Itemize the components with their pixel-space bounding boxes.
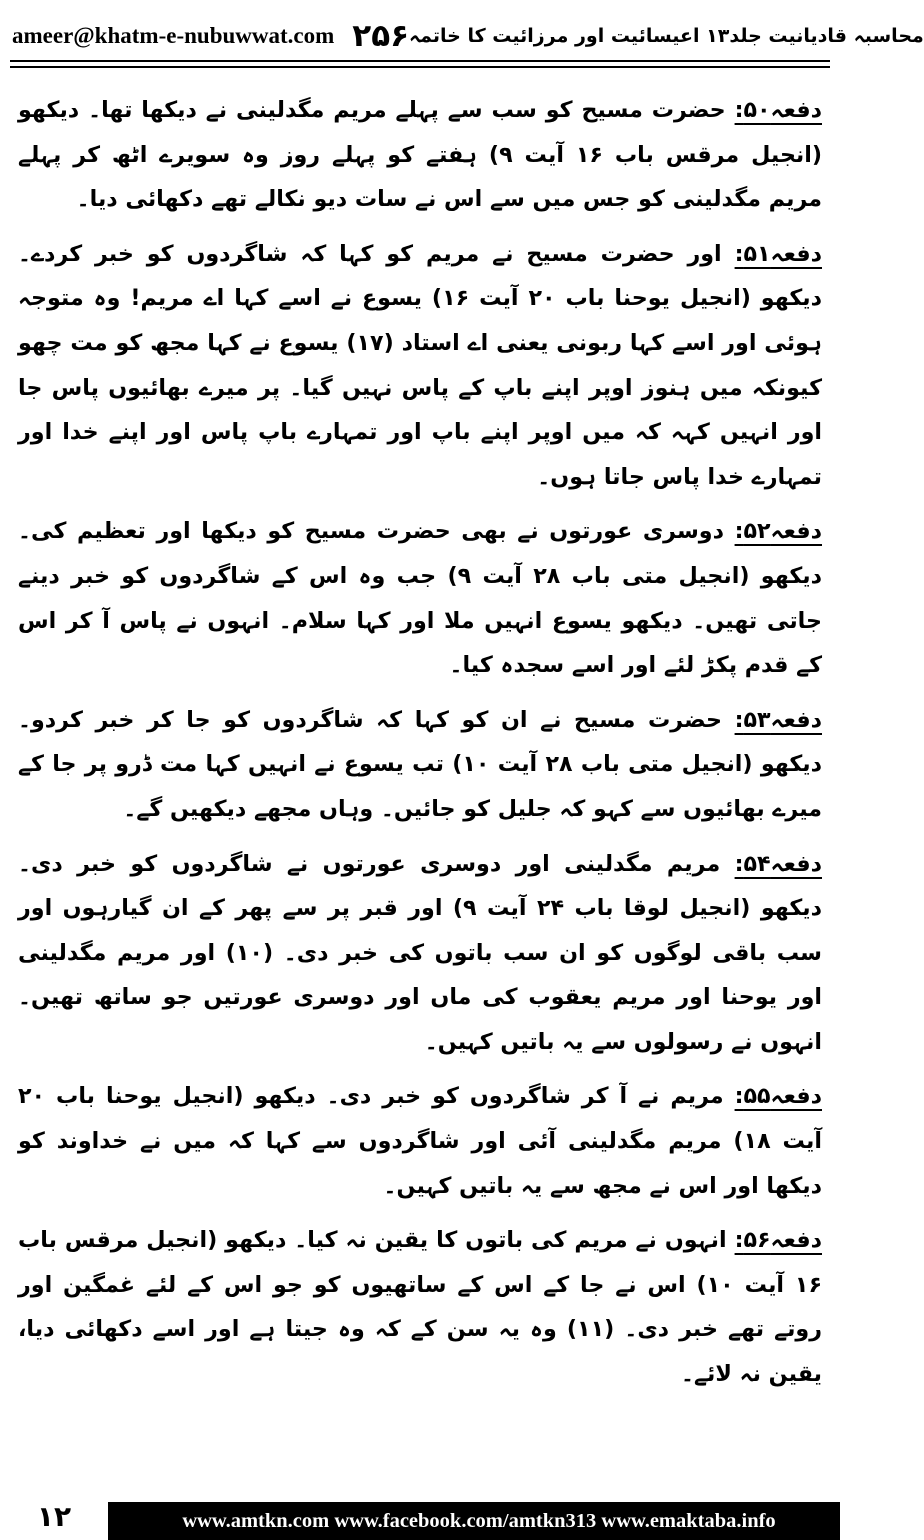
section-label: دفعہ۵۶: (734, 1227, 822, 1254)
page-header (0, 0, 924, 74)
paragraph-text: مریم مگدلینی اور دوسری عورتوں نے شاگردوں کو خبر دی۔ دیکھو (انجیل لوقا باب ۲۴ آیت ۹) اور قبر پر سے پھر کے ان گیارہوں اور سب باقی لوگوں کو ان سب باتوں کی خبر دی۔ (۱۰) اور مریم مگدلینی اور یوحنا اور مریم یعقوب کی ماں اور دوسری عورتیں جو ساتھ تھیں۔ انہوں نے رسولوں سے یہ باتیں کہیں۔ (18, 850, 823, 1055)
section-label: دفعہ۵۳: (734, 706, 822, 733)
paragraph-text: حضرت مسیح کو سب سے پہلے مریم مگدلینی نے دیکھا تھا۔ دیکھو (انجیل مرقس باب ۱۶ آیت ۹) ہفتے کو پہلے روز وہ سویرے اٹھ کر پہلے مریم مگدلینی کو جس میں سے اس نے سات دیو نکالے تھے دکھائی دیا۔ (18, 97, 823, 213)
section-label: دفعہ۵۵: (734, 1083, 822, 1110)
paragraph-text: انہوں نے مریم کی باتوں کا یقین نہ کیا۔ دیکھو (انجیل مرقس باب ۱۶ آیت ۱۰) اس نے جا کے اس کے ساتھیوں کو جو اس کے لئے غمگین اور روتے تھے خبر دی۔ (۱۱) وہ یہ سن کے کہ وہ جیتا ہے اور اسے دکھائی دیا، یقین نہ لائے۔ (18, 1227, 822, 1388)
paragraph-54 (18, 842, 822, 1065)
footer-page-number: ۱۲ (0, 1494, 108, 1540)
header-email: ameer@khatm-e-nubuwwat.com (12, 23, 335, 48)
page-body (18, 88, 822, 1460)
footer-urls: www.amtkn.com www.facebook.com/amtkn313 www.emaktaba.info (182, 1510, 776, 1532)
section-label: دفعہ۵۲: (734, 518, 822, 545)
paragraph-text: حضرت مسیح نے ان کو کہا کہ شاگردوں کو جا کر خبر کردو۔ دیکھو (انجیل متی باب ۲۸ آیت ۱۰) تب یسوع نے انہیں کہا مت ڈرو پر جا کے میرے بھائیوں سے کہو کہ جلیل کو جائیں۔ وہاں مجھے دیکھیں گے۔ (18, 706, 822, 822)
header-page-number: ۲۵۶ (352, 18, 410, 54)
paragraph-52 (18, 509, 822, 687)
header-rule-bottom (10, 66, 830, 68)
header-rule-top (10, 60, 830, 62)
paragraph-55 (18, 1074, 822, 1208)
section-label: دفعہ۵۰: (734, 97, 822, 123)
paragraph-51 (18, 232, 822, 500)
page-footer (0, 1494, 840, 1540)
section-label: دفعہ۵۴: (734, 850, 822, 877)
paragraph-56 (18, 1218, 822, 1396)
paragraph-text: دوسری عورتوں نے بھی حضرت مسیح کو دیکھا اور تعظیم کی۔ دیکھو (انجیل متی باب ۲۸ آیت ۹) جب وہ اس کے شاگردوں کو خبر دینے جاتی تھیں۔ دیکھو یسوع انہیں ملا اور کہا سلام۔ انہوں نے پاس آ کر اس کے قدم پکڑ لئے اور اسے سجدہ کیا۔ (18, 518, 822, 679)
paragraph-53 (18, 698, 822, 832)
section-label: دفعہ۵۱: (734, 240, 822, 267)
paragraph-text: مریم نے آ کر شاگردوں کو خبر دی۔ دیکھو (انجیل یوحنا باب ۲۰ آیت ۱۸) مریم مگدلینی آئی اور شاگردوں سے کہا کہ میں نے خداوند کو دیکھا اور اس نے مجھ سے یہ باتیں کہیں۔ (18, 1083, 822, 1199)
header-row (12, 18, 924, 54)
header-book-title: محاسبہ قادیانیت جلد۱۳ اعیسائیت اور مرزائیت کا خاتمہ (409, 25, 924, 47)
paragraph-50 (18, 88, 822, 222)
paragraph-text: اور حضرت مسیح نے مریم کو کہا کہ شاگردوں کو خبر کردے۔ دیکھو (انجیل یوحنا باب ۲۰ آیت ۱۶) یسوع نے اسے کہا اے مریم! وہ متوجہ ہوئی اور اسے کہا ربونی یعنی اے استاد (۱۷) یسوع نے کہا مجھ کو مت چھو کیونکہ میں ہنوز اوپر اپنے باپ کے پاس نہیں گیا۔ پر میرے بھائیوں پاس جا اور انہیں کہہ کہ میں اوپر اپنے باپ اور تمہارے باپ پاس اور اپنے خدا اور تمہارے خدا پاس جاتا ہوں۔ (18, 240, 822, 490)
